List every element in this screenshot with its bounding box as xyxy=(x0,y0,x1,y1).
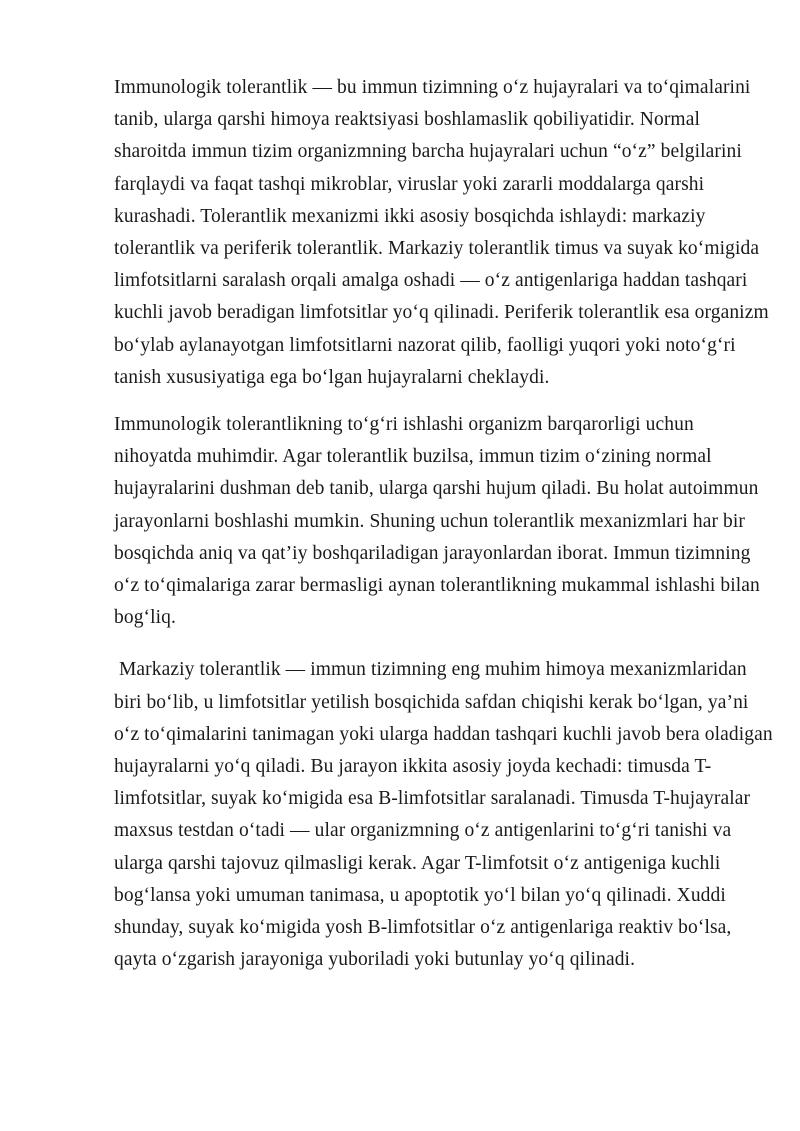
text-line: qayta o‘zgarish jarayoniga yuboriladi yoki butunlay yo‘q qilinadi. xyxy=(114,949,636,971)
paragraph-1 xyxy=(114,72,769,394)
text-line: Immunologik tolerantlikning to‘g‘ri ishlashi organizm barqarorligi uchun xyxy=(114,414,694,436)
text-line: Markaziy tolerantlik — immun tizimning eng muhim himoya mexanizmlaridan xyxy=(114,659,747,681)
text-line: farqlaydi va faqat tashqi mikroblar, viruslar yoki zararli moddalarga qarshi xyxy=(114,173,705,195)
text-line: bo‘ylab aylanayotgan limfotsitlarni nazorat qilib, faolligi yuqori yoki noto‘g‘ri xyxy=(114,334,736,356)
text-line: maxsus testdan o‘tadi — ular organizmning o‘z antigenlarini to‘g‘ri tanishi va xyxy=(114,820,732,842)
text-block xyxy=(114,72,773,991)
text-line: Immunologik tolerantlik — bu immun tizimning o‘z hujayralari va to‘qimalarini xyxy=(114,77,751,98)
text-line: nihoyatda muhimdir. Agar tolerantlik buzilsa, immun tizim o‘zining normal xyxy=(114,446,712,468)
text-line: kurashadi. Tolerantlik mexanizmi ikki asosiy bosqichda ishlaydi: markaziy xyxy=(114,205,706,227)
paragraph-2 xyxy=(114,409,760,634)
text-line: sharoitda immun tizim organizmning barcha hujayralari uchun “o‘z” belgilarini xyxy=(114,141,742,163)
text-line: o‘z to‘qimalarini tanimagan yoki ularga haddan tashqari kuchli javob bera oladigan xyxy=(114,723,773,745)
text-line: bosqichda aniq va qat’iy boshqariladigan jarayonlardan iborat. Immun tizimning xyxy=(114,542,751,564)
text-line: tolerantlik va periferik tolerantlik. Markaziy tolerantlik timus va suyak ko‘migida xyxy=(114,238,760,260)
text-line: hujayralarni yo‘q qiladi. Bu jarayon ikkita asosiy joyda kechadi: timusda T- xyxy=(114,756,712,778)
text-line: limfotsitlar, suyak ko‘migida esa B-limfotsitlar saralanadi. Timusda T-hujayralar xyxy=(114,788,751,810)
text-line: tanish xususiyatiga ega bo‘lgan hujayralarni cheklaydi. xyxy=(114,366,550,388)
text-line: kuchli javob beradigan limfotsitlar yo‘q qilinadi. Periferik tolerantlik esa organizm xyxy=(114,302,769,324)
text-line: o‘z to‘qimalariga zarar bermasligi aynan tolerantlikning mukammal ishlashi bilan xyxy=(114,575,760,597)
paragraph-3 xyxy=(114,654,773,976)
text-line: bog‘liq. xyxy=(114,607,177,629)
text-line: ularga qarshi tajovuz qilmasligi kerak. Agar T-limfotsit o‘z antigeniga kuchli xyxy=(114,852,721,874)
text-line: tanib, ularga qarshi himoya reaktsiyasi boshlamaslik qobiliyatidir. Normal xyxy=(114,109,700,131)
text-line: hujayralarini dushman deb tanib, ularga qarshi hujum qiladi. Bu holat autoimmun xyxy=(114,478,759,500)
text-line: bog‘lansa yoki umuman tanimasa, u apoptotik yo‘l bilan yo‘q qilinadi. Xuddi xyxy=(114,884,726,906)
text-line: shunday, suyak ko‘migida yosh B-limfotsitlar o‘z antigenlariga reaktiv bo‘lsa, xyxy=(114,917,732,939)
text-line: limfotsitlarni saralash orqali amalga oshadi — o‘z antigenlariga haddan tashqari xyxy=(114,270,748,292)
text-line: jarayonlarni boshlashi mumkin. Shuning uchun tolerantlik mexanizmlari har bir xyxy=(114,510,746,532)
text-line: biri bo‘lib, u limfotsitlar yetilish bosqichida safdan chiqishi kerak bo‘lgan, ya’ni xyxy=(114,691,749,713)
